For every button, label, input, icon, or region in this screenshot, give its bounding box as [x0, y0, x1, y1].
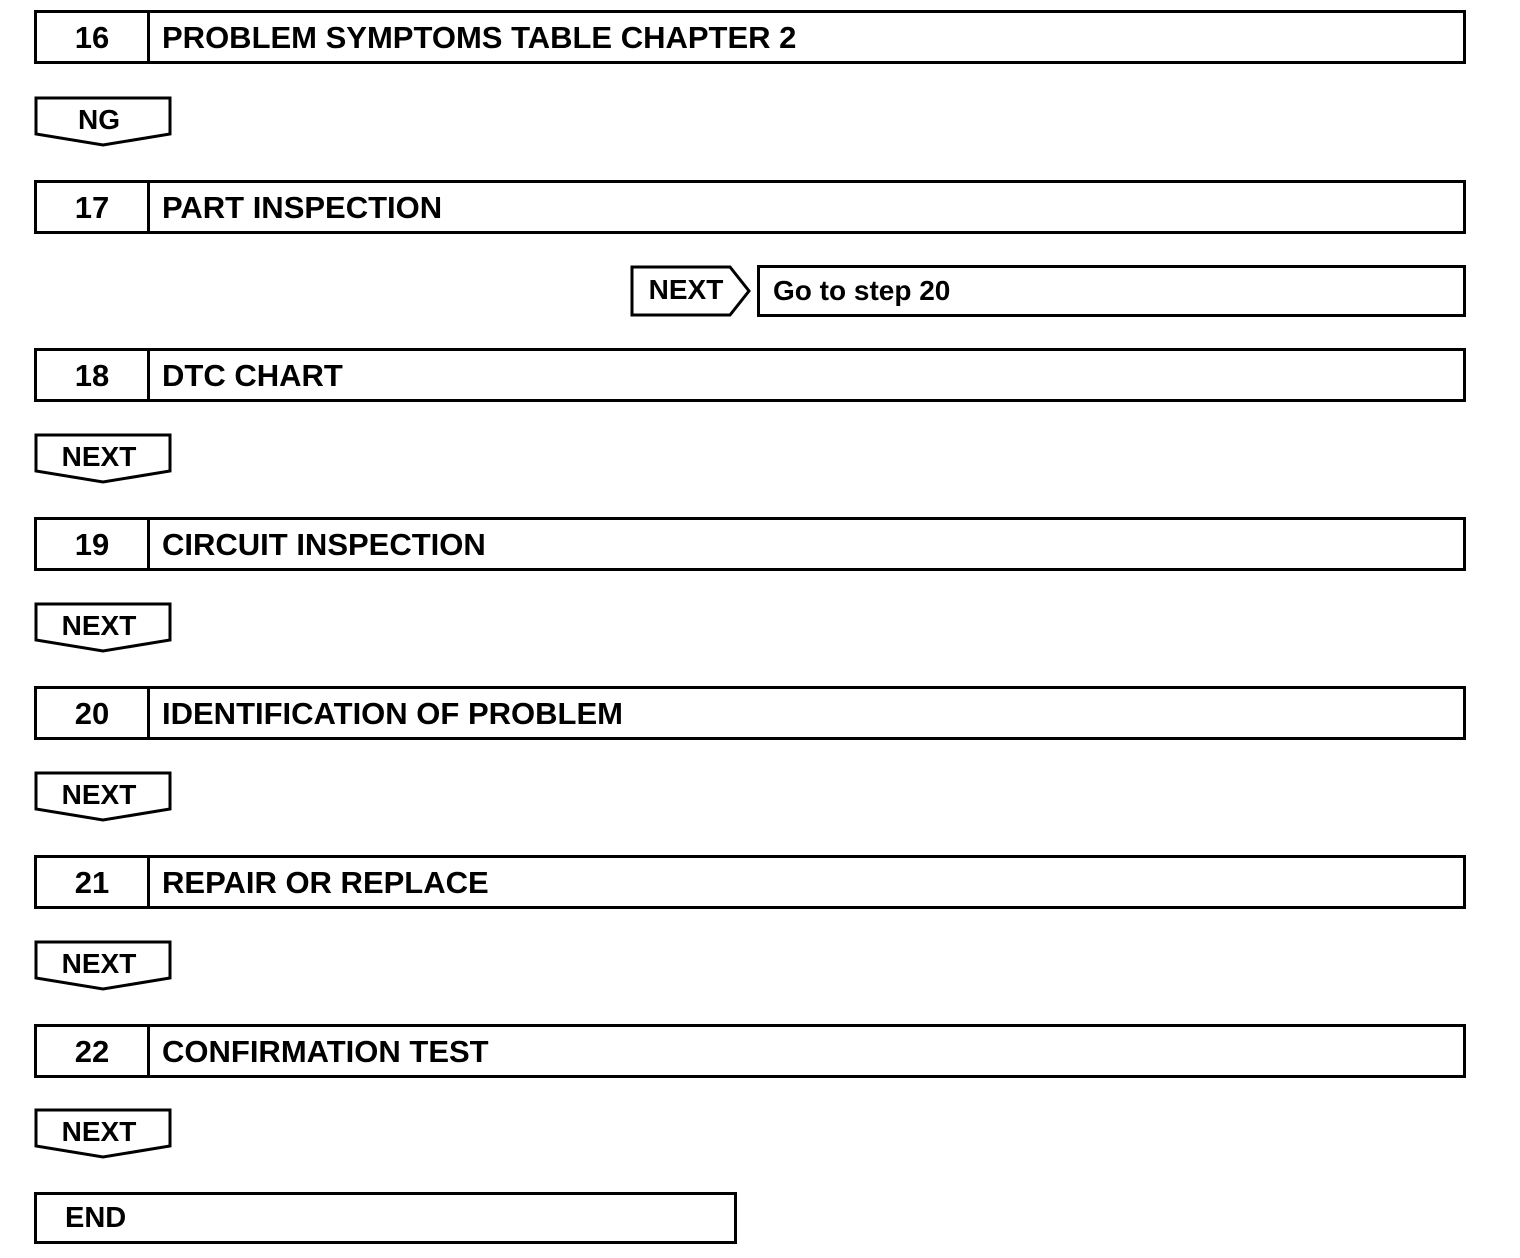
step-title: CONFIRMATION TEST — [162, 1033, 489, 1069]
step-17-box — [34, 180, 1466, 234]
step-number: 18 — [37, 351, 150, 399]
branch-label: NEXT — [648, 274, 724, 305]
step-number: 21 — [37, 858, 150, 906]
step-title: DTC CHART — [162, 357, 343, 393]
step-20-box — [34, 686, 1466, 740]
step-number: 17 — [37, 183, 150, 231]
step-19-box — [34, 517, 1466, 571]
ng-arrow-tag — [34, 96, 172, 148]
end-box: END — [34, 1192, 737, 1244]
transition-label: NEXT — [61, 610, 137, 641]
step-16-box — [34, 10, 1466, 64]
step-number: 19 — [37, 520, 150, 568]
step-title: PROBLEM SYMPTOMS TABLE CHAPTER 2 — [162, 19, 797, 55]
next-arrow-tag — [34, 1108, 172, 1160]
next-arrow-tag — [34, 771, 172, 823]
transition-label: NG — [78, 104, 120, 135]
step-22-box — [34, 1024, 1466, 1078]
step-number: 22 — [37, 1027, 150, 1075]
step-21-box — [34, 855, 1466, 909]
step-title: PART INSPECTION — [162, 189, 443, 225]
transition-label: NEXT — [61, 441, 137, 472]
next-right-arrow-tag — [630, 265, 752, 318]
goto-step-20-box: Go to step 20 — [757, 265, 1466, 317]
transition-label: NEXT — [61, 779, 137, 810]
step-18-box — [34, 348, 1466, 402]
step-number: 20 — [37, 689, 150, 737]
next-arrow-tag — [34, 940, 172, 992]
step-title: REPAIR OR REPLACE — [162, 864, 489, 900]
transition-label: NEXT — [61, 948, 137, 979]
transition-label: NEXT — [61, 1116, 137, 1147]
step-title: IDENTIFICATION OF PROBLEM — [162, 695, 623, 731]
next-arrow-tag — [34, 602, 172, 654]
step-title: CIRCUIT INSPECTION — [162, 526, 486, 562]
next-arrow-tag — [34, 433, 172, 485]
step-number: 16 — [37, 13, 150, 61]
